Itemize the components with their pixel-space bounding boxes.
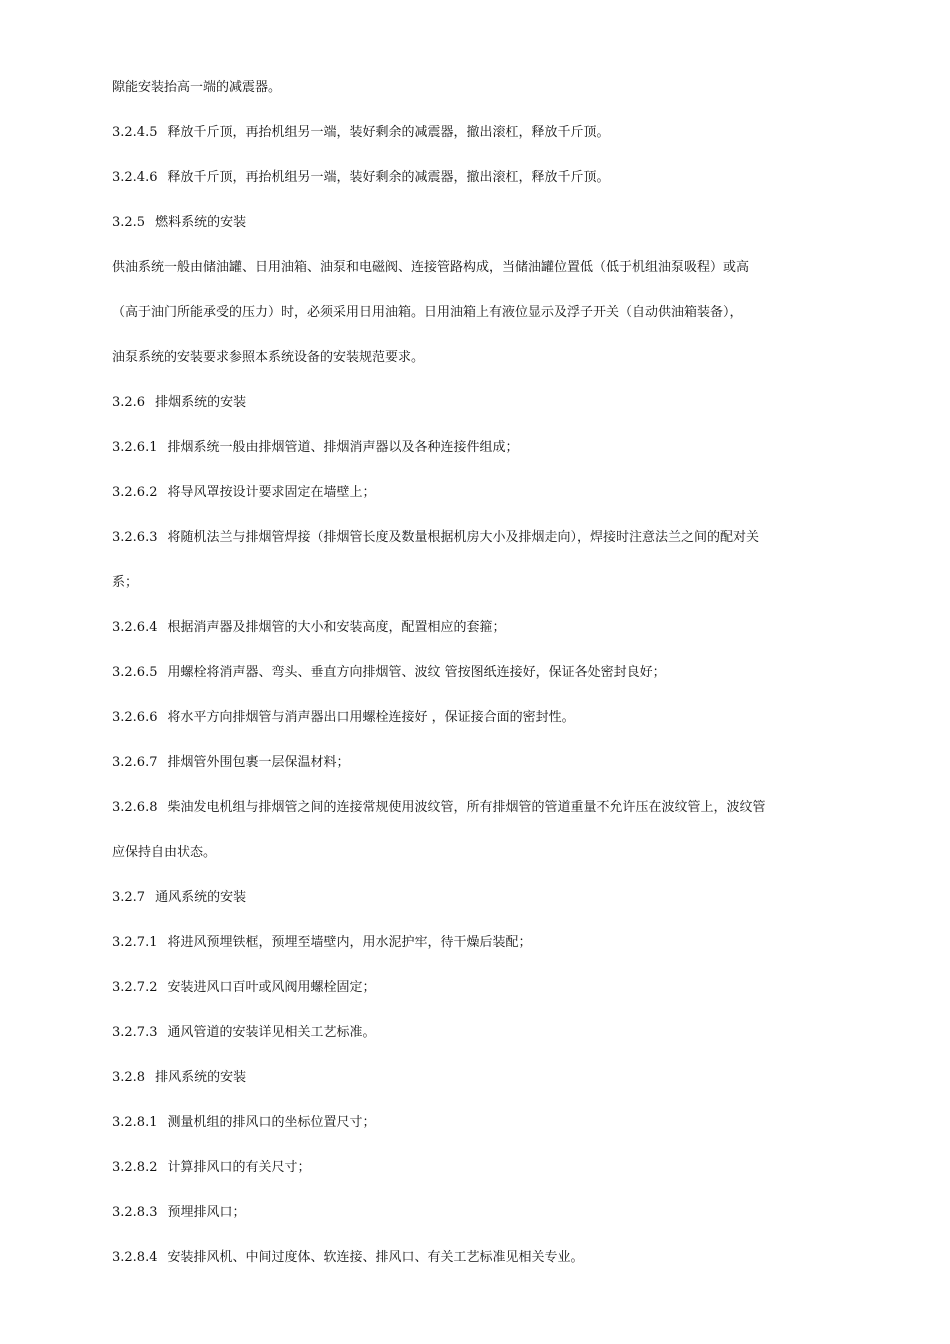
line-text: 释放千斤顶，再抬机组另一端，装好剩余的减震器，撤出滚杠，释放千斤顶。	[167, 125, 610, 140]
line-text: 排烟系统一般由排烟管道、排烟消声器以及各种连接件组成；	[167, 440, 519, 455]
section-number: 3.2.7.1	[112, 935, 158, 950]
section-heading	[112, 1064, 830, 1109]
paragraph-line	[112, 74, 830, 119]
paragraph-line	[112, 704, 830, 749]
line-text: 将导风罩按设计要求固定在墙壁上；	[167, 485, 376, 500]
paragraph-line	[112, 659, 830, 704]
line-text: 柴油发电机组与排烟管之间的连接常规使用波纹管，所有排烟管的管道重量不允许压在波纹管上，波纹管	[167, 800, 766, 815]
line-text: 燃料系统的安装	[155, 215, 247, 230]
section-heading	[112, 209, 830, 254]
section-number: 3.2.4.5	[112, 125, 158, 140]
paragraph-line	[112, 794, 830, 839]
paragraph-line	[112, 524, 830, 569]
line-text: 根据消声器及排烟管的大小和安装高度，配置相应的套箍；	[167, 620, 506, 635]
line-text: 通风系统的安装	[155, 890, 247, 905]
section-number: 3.2.7.3	[112, 1025, 158, 1040]
line-text: 将随机法兰与排烟管焊接（排烟管长度及数量根据机房大小及排烟走向），焊接时注意法兰之间的配对关	[167, 530, 759, 545]
line-text: 将水平方向排烟管与消声器出口用螺栓连接好 ，保证接合面的密封性。	[167, 710, 575, 725]
paragraph-line	[112, 299, 830, 344]
paragraph-line	[112, 164, 830, 209]
line-text: 排风系统的安装	[155, 1070, 247, 1085]
paragraph-line	[112, 119, 830, 164]
paragraph-line	[112, 1019, 830, 1064]
line-text: 安装进风口百叶或风阀用螺栓固定；	[167, 980, 376, 995]
section-number: 3.2.6.6	[112, 710, 158, 725]
section-number: 3.2.6.2	[112, 485, 158, 500]
document-body	[112, 74, 830, 1289]
line-text: 隙能安装抬高一端的减震器。	[112, 80, 282, 95]
section-number: 3.2.6.7	[112, 755, 158, 770]
section-number: 3.2.8.2	[112, 1160, 158, 1175]
paragraph-line	[112, 749, 830, 794]
paragraph-line	[112, 1199, 830, 1244]
section-number: 3.2.7	[112, 890, 146, 905]
line-text: 供油系统一般由储油罐、日用油箱、油泵和电磁阀、连接管路构成，当储油罐位置低（低于机组油泵吸程）或高	[112, 260, 750, 275]
line-text: 应保持自由状态。	[112, 845, 217, 860]
line-text: 排烟管外围包裹一层保温材料；	[167, 755, 350, 770]
section-number: 3.2.8.3	[112, 1205, 158, 1220]
line-text: 测量机组的排风口的坐标位置尺寸；	[167, 1115, 376, 1130]
section-number: 3.2.7.2	[112, 980, 158, 995]
paragraph-line	[112, 254, 830, 299]
section-number: 3.2.6.3	[112, 530, 158, 545]
line-text: 预埋排风口；	[167, 1205, 246, 1220]
section-heading	[112, 389, 830, 434]
section-number: 3.2.6.4	[112, 620, 158, 635]
section-number: 3.2.6.8	[112, 800, 158, 815]
line-text: 通风管道的安装详见相关工艺标准。	[167, 1025, 376, 1040]
section-number: 3.2.6	[112, 395, 146, 410]
section-number: 3.2.6.1	[112, 440, 158, 455]
line-text: 用螺栓将消声器、弯头、垂直方向排烟管、波纹 管按图纸连接好，保证各处密封良好；	[167, 665, 666, 680]
paragraph-line	[112, 344, 830, 389]
paragraph-line	[112, 929, 830, 974]
line-text: 释放千斤顶，再抬机组另一端，装好剩余的减震器，撤出滚杠，释放千斤顶。	[167, 170, 610, 185]
paragraph-line	[112, 1244, 830, 1289]
section-number: 3.2.6.5	[112, 665, 158, 680]
line-text: （高于油门所能承受的压力）时，必须采用日用油箱。日用油箱上有液位显示及浮子开关（自动供油箱装备），	[112, 305, 743, 320]
section-number: 3.2.8.1	[112, 1115, 158, 1130]
paragraph-line	[112, 434, 830, 479]
paragraph-line	[112, 614, 830, 659]
line-text: 系；	[112, 575, 139, 590]
paragraph-line	[112, 479, 830, 524]
paragraph-line	[112, 839, 830, 884]
paragraph-line	[112, 569, 830, 614]
line-text: 安装排风机、中间过度体、软连接、排风口、有关工艺标准见相关专业。	[167, 1250, 584, 1265]
section-number: 3.2.4.6	[112, 170, 158, 185]
line-text: 油泵系统的安装要求参照本系统设备的安装规范要求。	[112, 350, 425, 365]
section-number: 3.2.8	[112, 1070, 146, 1085]
section-heading	[112, 884, 830, 929]
line-text: 排烟系统的安装	[155, 395, 247, 410]
section-number: 3.2.5	[112, 215, 146, 230]
paragraph-line	[112, 1109, 830, 1154]
paragraph-line	[112, 974, 830, 1019]
line-text: 将进风预埋铁框，预埋至墙壁内，用水泥护牢，待干燥后装配；	[167, 935, 532, 950]
line-text: 计算排风口的有关尺寸；	[167, 1160, 311, 1175]
section-number: 3.2.8.4	[112, 1250, 158, 1265]
paragraph-line	[112, 1154, 830, 1199]
